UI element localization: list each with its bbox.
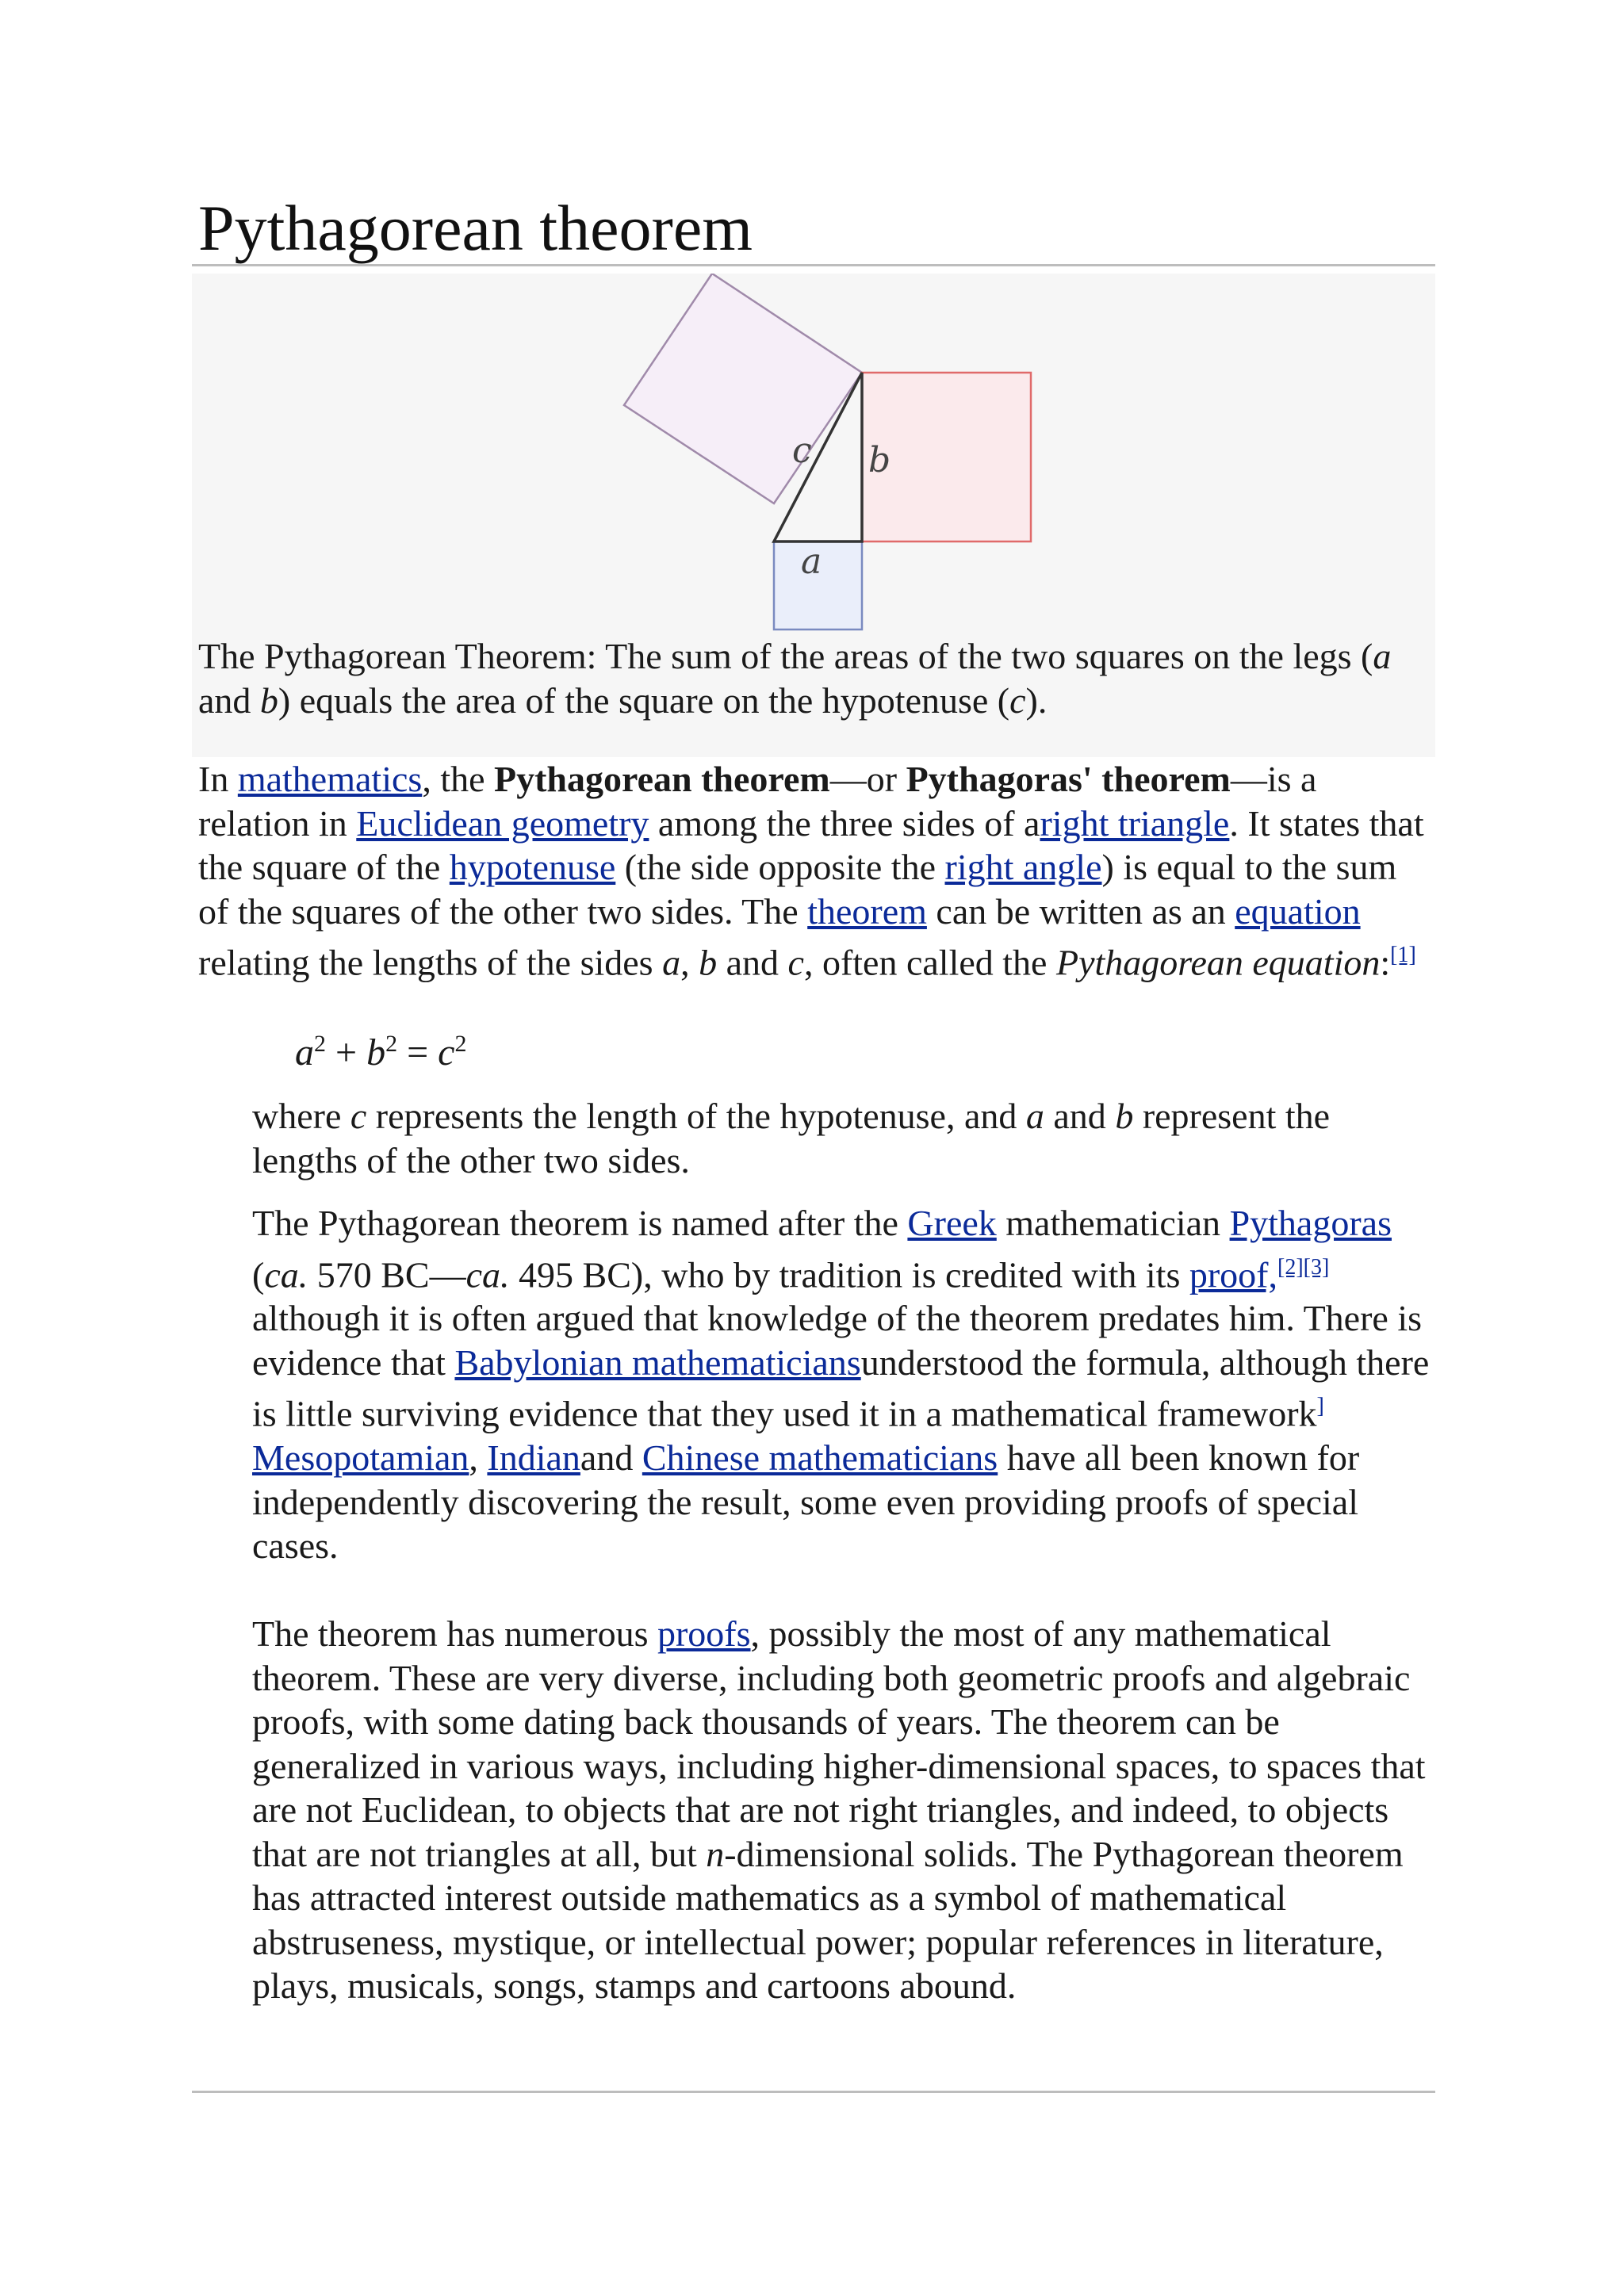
label-c: c bbox=[792, 430, 812, 471]
link-babylonian-mathematicians[interactable]: Babylonian mathematicians bbox=[454, 1341, 861, 1383]
square-c bbox=[624, 274, 862, 503]
label-a: a bbox=[801, 541, 822, 582]
history-paragraph: The Pythagorean theorem is named after the Greek mathematician Pythagoras (ca. 570 BC—ca. 495 BC), who by tradition is credited with its proof,[2][3] although it is often argued that knowledge of the theorem predates him. There is evidence that Babylonian mathematiciansunderstood the formula, although there is little surviving evidence that they used it in a mathematical framework] Mesopotamian, Indianand Chinese mathematicians have all been known for independently discovering the result, some even providing proofs of special cases. bbox=[252, 1203, 1430, 1567]
figure-caption: The Pythagorean Theorem: The sum of the areas of the two squares on the legs (a and b) equals the area of the square on the hypotenuse (c). bbox=[198, 636, 1392, 721]
link-proof[interactable]: proof, bbox=[1189, 1253, 1277, 1295]
link-greek[interactable]: Greek bbox=[907, 1203, 997, 1243]
label-b: b bbox=[868, 440, 891, 480]
link-right-triangle[interactable]: right triangle bbox=[1040, 802, 1230, 844]
link-pythagoras[interactable]: Pythagoras bbox=[1229, 1203, 1392, 1243]
link-indian[interactable]: Indian bbox=[487, 1437, 580, 1479]
link-euclidean-geometry[interactable]: Euclidean geometry bbox=[356, 802, 649, 844]
link-chinese-mathematicians[interactable]: Chinese mathematicians bbox=[642, 1437, 998, 1479]
link-right-angle[interactable]: right angle bbox=[944, 847, 1102, 887]
proofs-paragraph: The theorem has numerous proofs, possibly the most of any mathematical theorem. These are very diverse, including both geometric proofs and algebraic proofs, with some dating back thousands of years. The theorem can be generalized in various ways, including higher-dimensional spaces, to spaces that are not Euclidean, to objects that are not right triangles, and indeed, to objects that are not triangles at all, but n-dimensional solids. The Pythagorean theorem has attracted interest outside mathematics as a symbol of mathematical abstruseness, mystique, or intellectual power; popular references in literature, plays, musicals, songs, stamps and cartoons abound. bbox=[252, 1613, 1426, 2006]
citation-3[interactable]: [3] bbox=[1303, 1254, 1330, 1280]
page-title: Pythagorean theorem bbox=[198, 192, 753, 264]
footer-divider bbox=[192, 2091, 1435, 2093]
citation-2[interactable]: [2] bbox=[1277, 1254, 1304, 1280]
citation-1[interactable]: [1] bbox=[1390, 943, 1416, 967]
link-equation[interactable]: equation bbox=[1235, 890, 1361, 932]
link-mesopotamian[interactable]: Mesopotamian bbox=[252, 1437, 469, 1479]
link-hypotenuse[interactable]: hypotenuse bbox=[449, 847, 616, 887]
equation-explanation: where c represents the length of the hypotenuse, and a and b represent the lengths of the other two sides. bbox=[252, 1096, 1331, 1181]
title-divider bbox=[192, 264, 1435, 266]
intro-paragraph: In mathematics, the Pythagorean theorem—or Pythagoras' theorem—is a relation in Euclidean geometry among the three sides of aright triangle. It states that the square of the hypotenuse (the side opposite the right angle) is equal to the sum of the squares of the other two sides. The theorem can be written as an equation relating the lengths of the sides a, b and c, often called the Pythagorean equation:[1] bbox=[198, 759, 1424, 983]
citation-4[interactable]: ] bbox=[1316, 1394, 1324, 1419]
link-proofs[interactable]: proofs bbox=[657, 1613, 751, 1654]
link-theorem[interactable]: theorem bbox=[807, 890, 927, 932]
pythagorean-equation: $a^2 + b^2 = c^2$ bbox=[295, 1031, 467, 1073]
link-mathematics[interactable]: mathematics bbox=[237, 759, 423, 799]
